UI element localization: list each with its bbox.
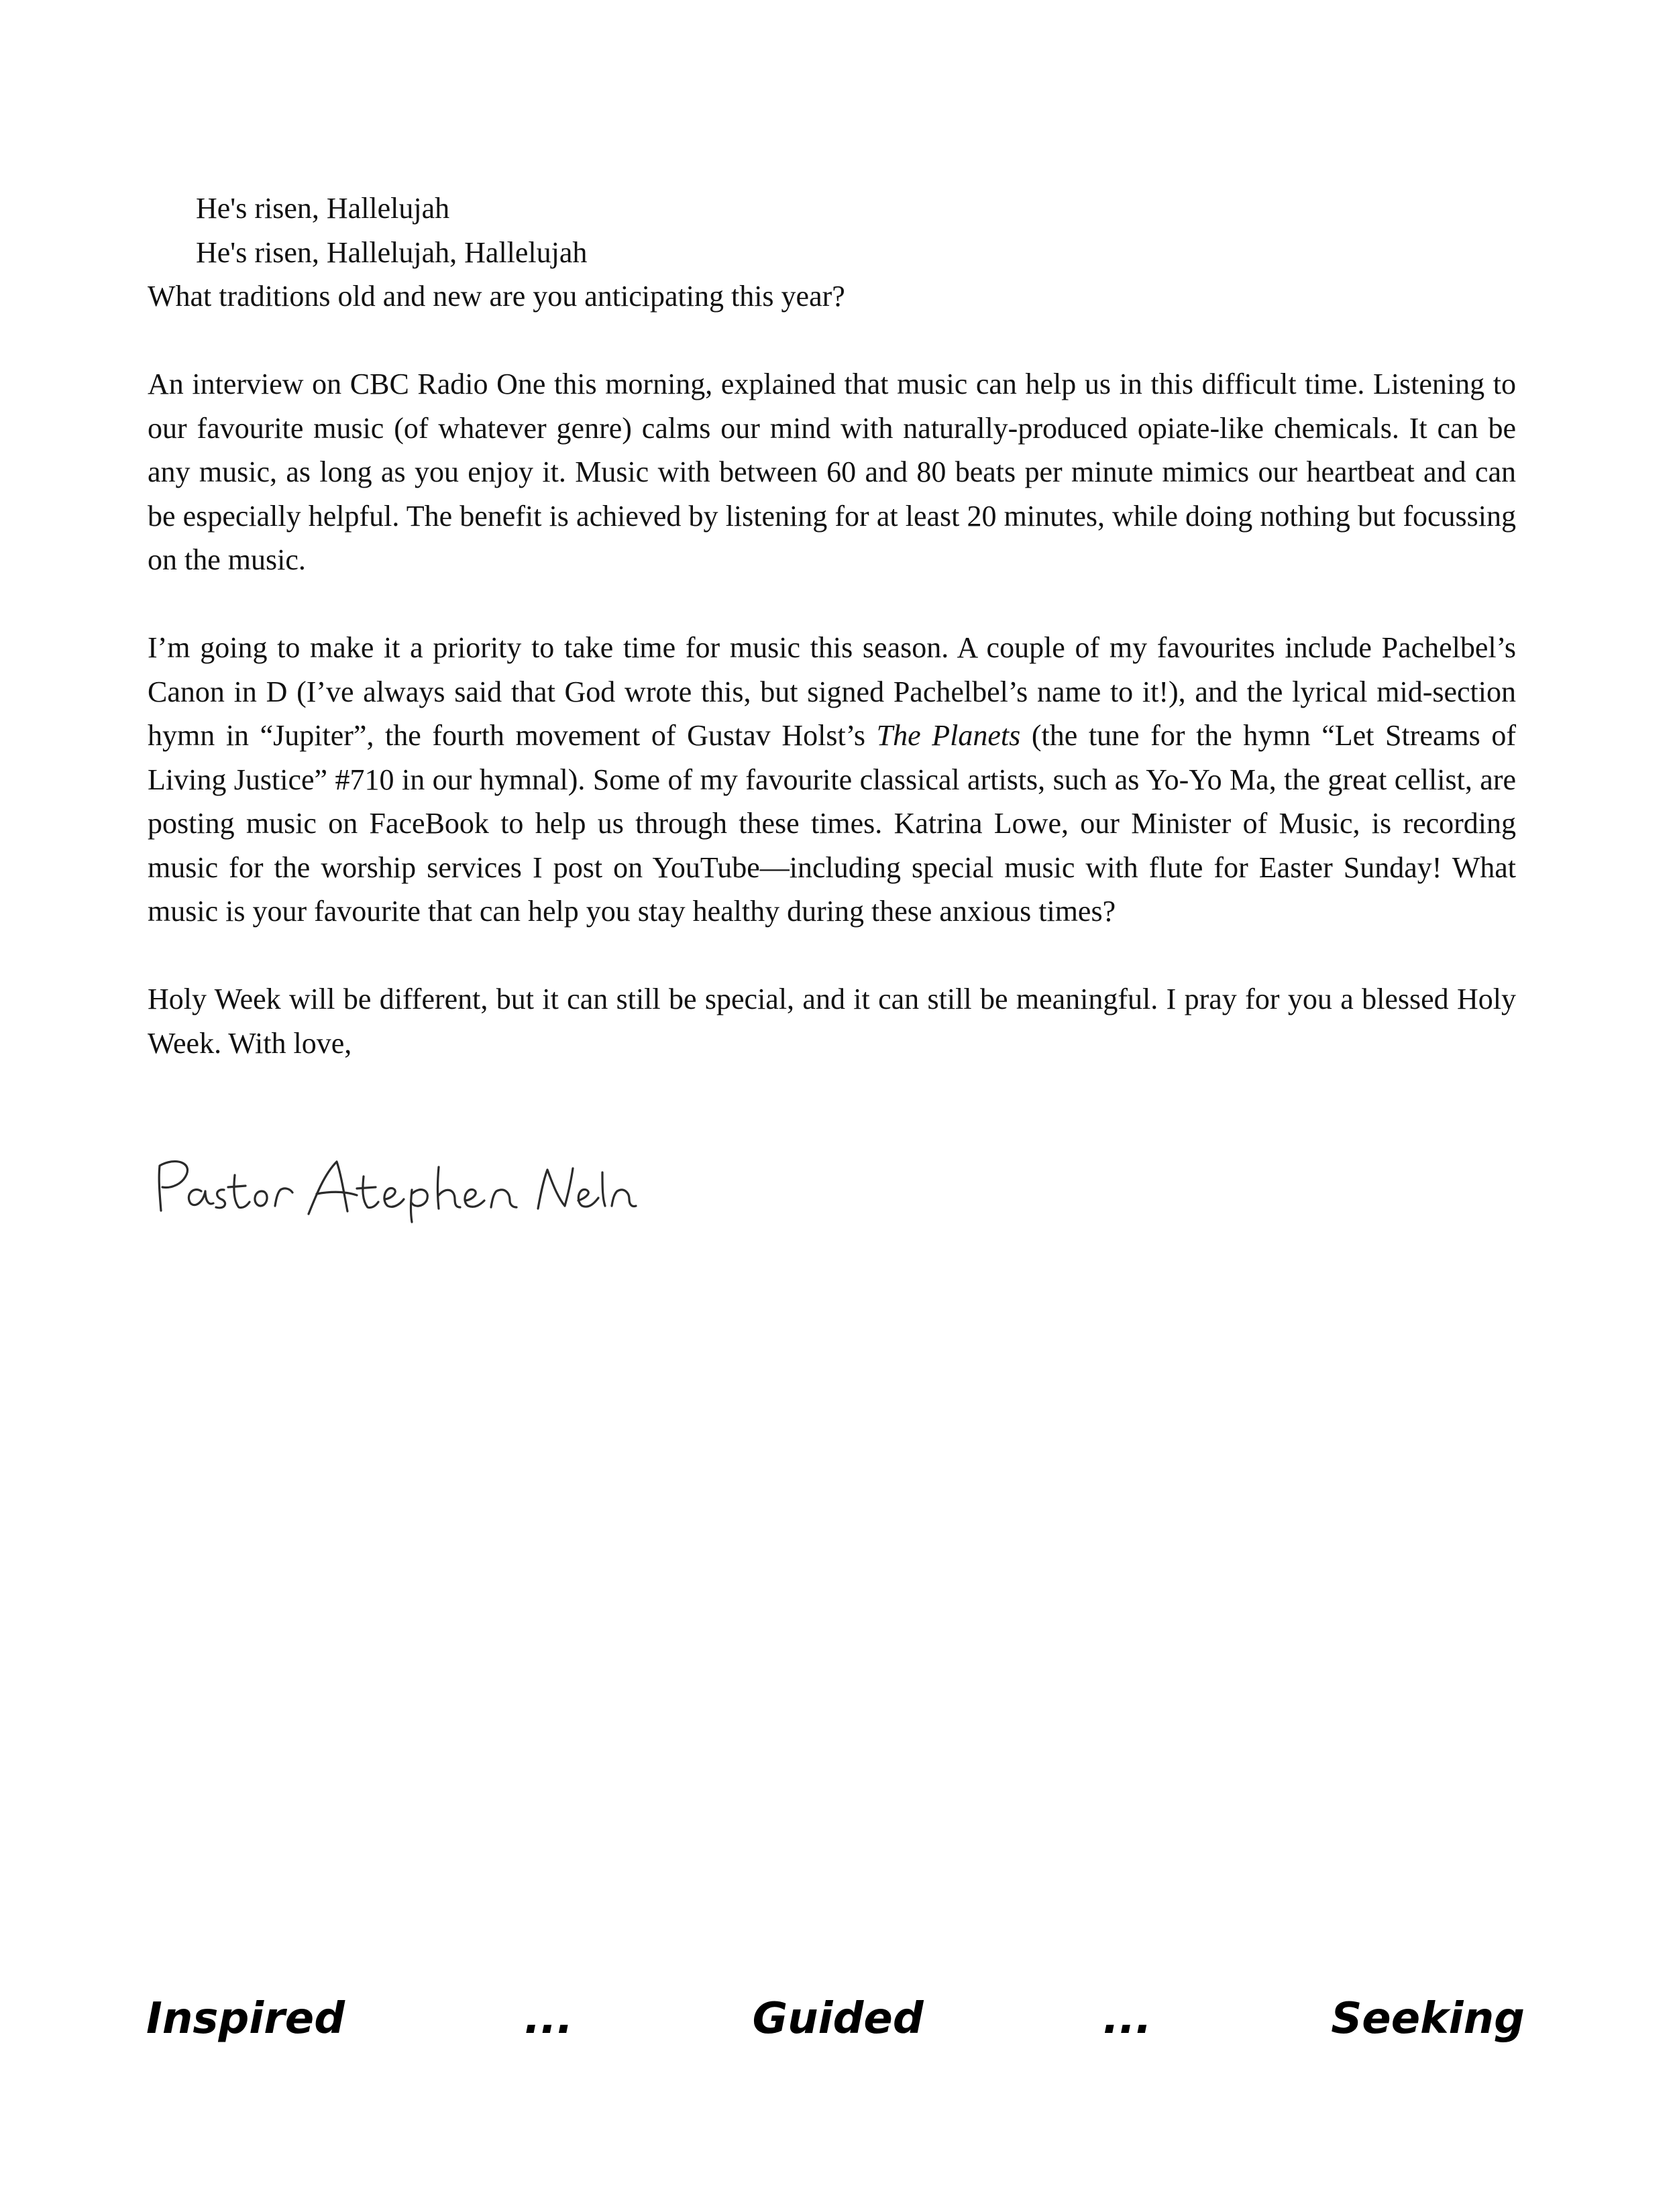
paragraph-gap <box>148 582 1516 626</box>
planets-title: The Planets <box>876 719 1021 752</box>
paragraph-gap <box>148 319 1516 363</box>
motto-separator-2: ... <box>1102 1994 1152 2044</box>
letter-body <box>148 186 1516 1065</box>
closing-paragraph: Holy Week will be different, but it can still be special, and it can still be meaningful. I pray for you a blessed Holy Week. With love, <box>148 983 1516 1060</box>
motto-inspired: Inspired <box>146 1994 345 2044</box>
music-paragraph-text-end: (the tune for the hymn “Let Streams of Living Justice” #710 in our hymnal). Some of my favourite classical artists, such as Yo-Yo Ma, the great cellist, are posting music on FaceBook to help us through these times. Katrina Lowe, our Minister of Music, is recording music for the worship services I post on YouTube—including special music with flute for Easter Sunday! What music is your favourite that can help you stay healthy during these anxious times? <box>148 719 1516 928</box>
motto-separator-1: ... <box>524 1994 574 2044</box>
music-paragraph-text-start: I’m going to make it a priority to take time for music this season. A couple of my favourites include Pachelbel’s Canon in D (I’ve always said that God wrote this, but signed Pachelbel’s name to it!), and the lyrical mid-section hymn in “Jupiter”, the fourth movement of Gustav Holst’s <box>148 631 1516 752</box>
music-paragraph <box>148 626 1516 934</box>
motto-guided: Guided <box>752 1994 924 2044</box>
motto-seeking: Seeking <box>1331 1994 1525 2044</box>
radio-paragraph: An interview on CBC Radio One this morning, explained that music can help us in this difficult time. Listening to our favourite music (of whatever genre) calms our mind with naturally-produced opiate-like chemicals. It can be any music, as long as you enjoy it. Music with between 60 and 80 beats per minute mimics our heartbeat and can be especially helpful. The benefit is achieved by listening for at least 20 minutes, while doing nothing but focussing on the music. <box>148 368 1516 576</box>
hymn-line-1: He's risen, Hallelujah <box>196 192 450 225</box>
hymn-line-2: He's risen, Hallelujah, Hallelujah <box>196 235 588 269</box>
footer-motto <box>146 1989 1525 2049</box>
paragraph-gap <box>148 934 1516 978</box>
signature-icon <box>149 1147 639 1224</box>
handwritten-signature <box>149 1147 639 1224</box>
traditions-question: What traditions old and new are you anticipating this year? <box>148 280 845 313</box>
